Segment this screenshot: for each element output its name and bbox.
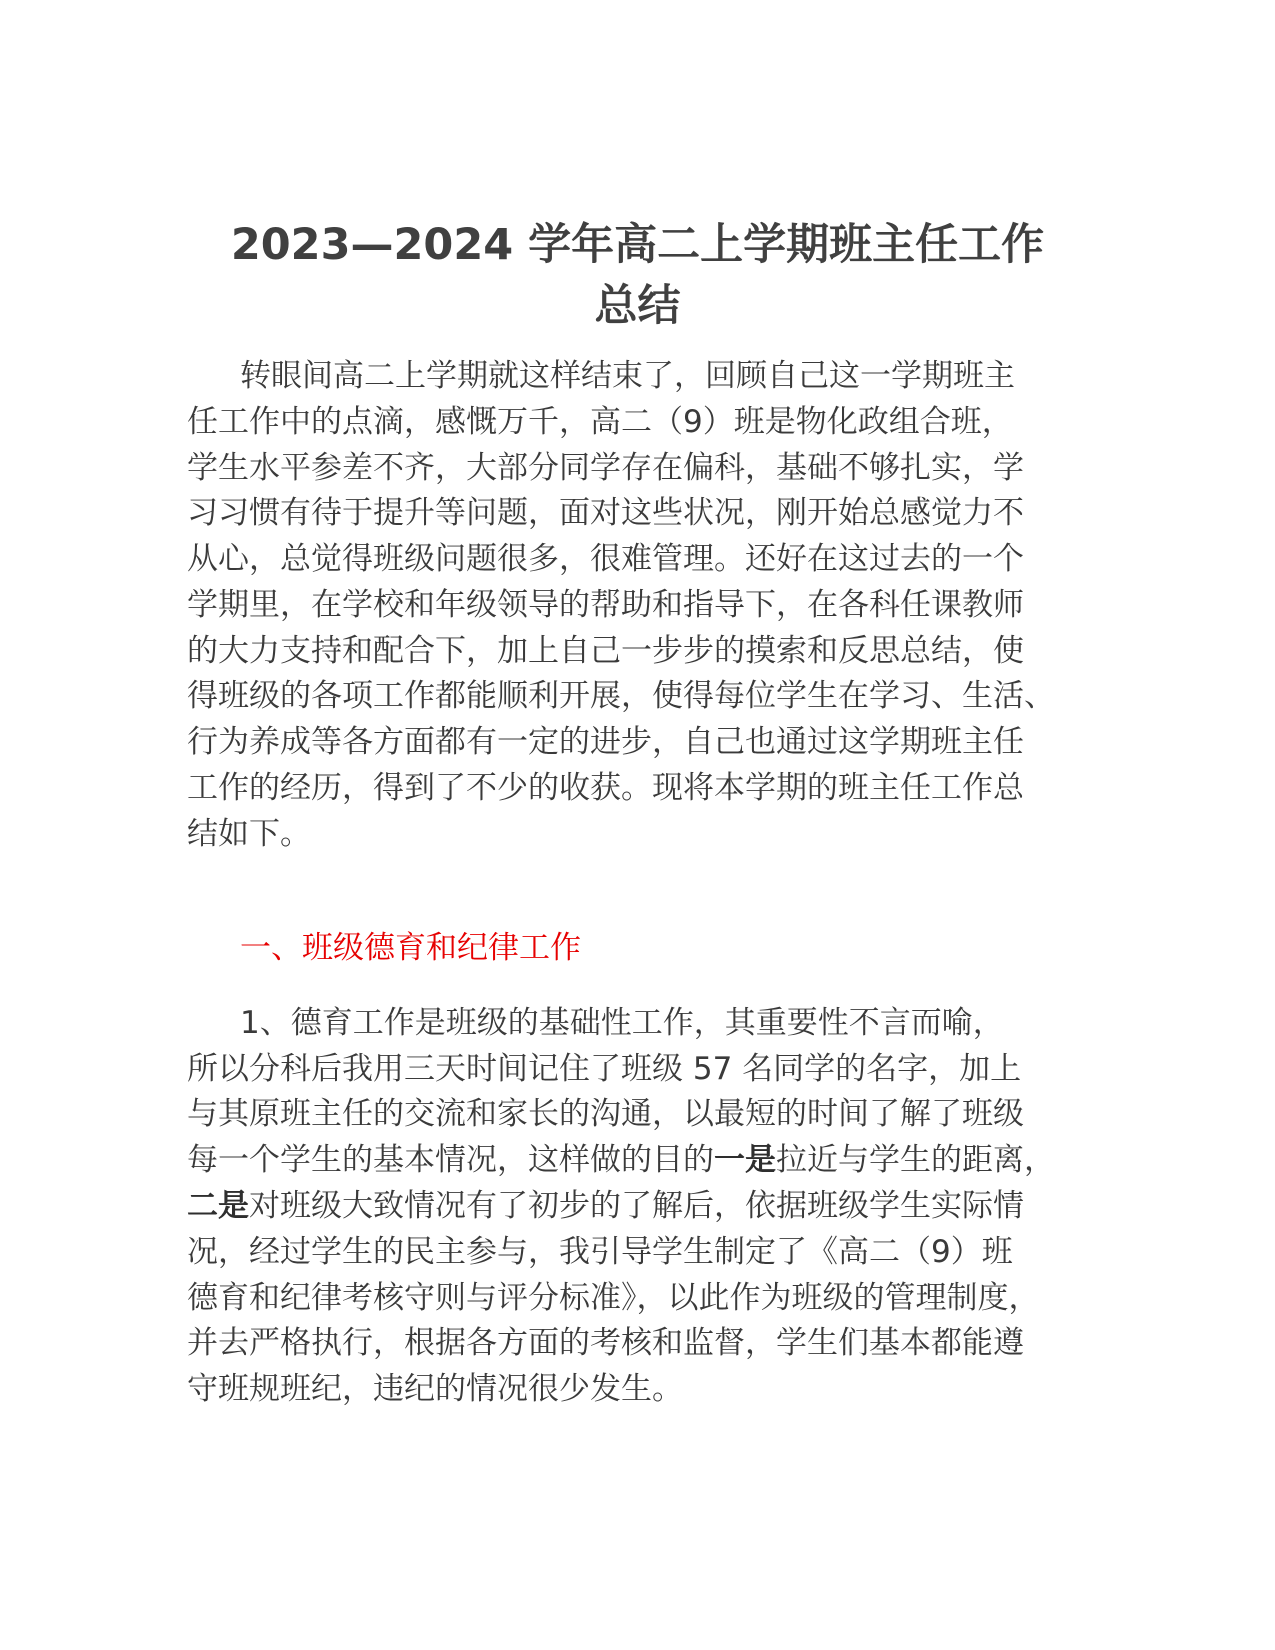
intro-line: 得班级的各项工作都能顺利开展，使得每位学生在学习、生活、: [187, 678, 1055, 714]
section1-text: 拉近与学生的距离，: [776, 1142, 1055, 1178]
intro-line: 工作的经历，得到了不少的收获。现将本学期的班主任工作总: [187, 770, 1024, 806]
section1-line: 守班规班纪，违纪的情况很少发生。: [187, 1371, 683, 1407]
section1-text: 对班级大致情况有了初步的了解后，依据班级学生实际情: [249, 1188, 1024, 1224]
bold-emphasis: 一是: [714, 1142, 776, 1178]
bold-emphasis: 二是: [187, 1188, 249, 1224]
section-heading: 一、班级德育和纪律工作: [240, 930, 581, 966]
section1-line: 1、德育工作是班级的基础性工作，其重要性不言而喻，: [240, 1005, 1004, 1041]
intro-line: 学期里，在学校和年级领导的帮助和指导下，在各科任课教师: [187, 587, 1024, 623]
section1-text: 每一个学生的基本情况，这样做的目的: [187, 1142, 714, 1178]
section1-line-mixed: [187, 1137, 1055, 1183]
section1-line: 所以分科后我用三天时间记住了班级 57 名同学的名字，加上: [187, 1051, 1022, 1087]
section1-line: 德育和纪律考核守则与评分标准》，以此作为班级的管理制度，: [187, 1280, 1040, 1316]
intro-line: 习习惯有待于提升等问题，面对这些状况，刚开始总感觉力不: [187, 495, 1024, 531]
section1-line: 并去严格执行，根据各方面的考核和监督，学生们基本都能遵: [187, 1325, 1024, 1361]
section1-line: 与其原班主任的交流和家长的沟通，以最短的时间了解了班级: [187, 1096, 1024, 1132]
intro-line: 转眼间高二上学期就这样结束了，回顾自己这一学期班主: [240, 358, 1015, 394]
intro-line: 结如下。: [187, 816, 311, 852]
section1-line-mixed: [187, 1183, 1024, 1229]
intro-line: 任工作中的点滴，感慨万千，高二（9）班是物化政组合班，: [187, 404, 1013, 440]
intro-line: 学生水平参差不齐，大部分同学存在偏科，基础不够扎实，学: [187, 450, 1024, 486]
intro-line: 行为养成等各方面都有一定的进步，自己也通过这学期班主任: [187, 724, 1024, 760]
intro-line: 的大力支持和配合下，加上自己一步步的摸索和反思总结，使: [187, 633, 1024, 669]
document-title-line-2: 总结: [594, 281, 681, 331]
intro-line: 从心，总觉得班级问题很多，很难管理。还好在这过去的一个: [187, 541, 1024, 577]
document-title-line-1: 2023—2024 学年高二上学期班主任工作: [230, 220, 1045, 270]
section1-line: 况，经过学生的民主参与，我引导学生制定了《高二（9）班: [187, 1234, 1013, 1270]
